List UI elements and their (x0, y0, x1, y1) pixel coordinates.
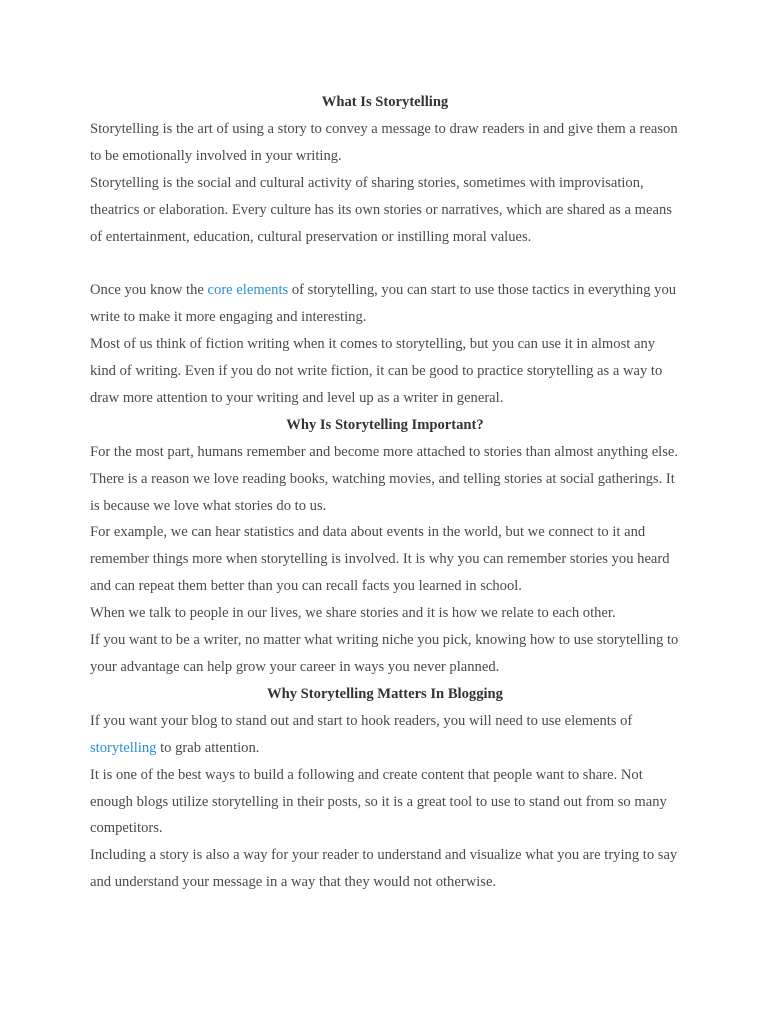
document-page (90, 89, 680, 896)
paragraph (90, 708, 680, 762)
text-run: Once you know the (90, 282, 208, 299)
heading-why-storytelling-important: Why Is Storytelling Important? (286, 416, 484, 433)
paragraph: It is one of the best ways to build a following and create content that people want to share. Not enough blogs utilize storytelling in their posts, so it is a great tool to use to stand out from so many competitors. (90, 766, 667, 837)
storytelling-link[interactable]: storytelling (90, 739, 157, 756)
blank-line (90, 250, 680, 277)
text-run: of storytelling, you can start to use those tactics in everything you write to make it more engaging and interesting. (90, 282, 677, 326)
core-elements-link[interactable]: core elements (207, 282, 289, 299)
paragraph: Storytelling is the social and cultural activity of sharing stories, sometimes with improvisation, theatrics or elaboration. Every culture has its own stories or narratives, which are shared as a means of entertainment, education, cultural preservation or instilling moral values. (90, 174, 672, 245)
heading-what-is-storytelling: What Is Storytelling (321, 94, 449, 110)
text-run: If you want your blog to stand out and start to hook readers, you will need to use elements of (90, 712, 633, 729)
paragraph: Including a story is also a way for your reader to understand and visualize what you are trying to say and understand your message in a way that they would not otherwise. (90, 847, 678, 891)
paragraph: For example, we can hear statistics and data about events in the world, but we connect to it and remember things more when storytelling is involved. It is why you can remember stories you heard and can repeat them better than you can recall facts you learned in school. (90, 524, 670, 595)
paragraph (90, 277, 680, 331)
paragraph: If you want to be a writer, no matter what writing niche you pick, knowing how to use storytelling to your advantage can help grow your career in ways you never planned. (90, 632, 679, 676)
heading-storytelling-blogging: Why Storytelling Matters In Blogging (267, 685, 503, 702)
text-run: to grab attention. (156, 739, 260, 756)
paragraph: Most of us think of fiction writing when it comes to storytelling, but you can use it in almost any kind of writing. Even if you do not write fiction, it can be good to practice storytelling as a way to draw more attention to your writing and level up as a writer in general. (90, 336, 663, 406)
paragraph: For the most part, humans remember and become more attached to stories than almost anything else. There is a reason we love reading books, watching movies, and telling stories at social gatherings. It is because we love what stories do to us. (90, 443, 679, 514)
paragraph: Storytelling is the art of using a story to convey a message to draw readers in and give them a reason to be emotionally involved in your writing. (90, 120, 678, 164)
paragraph: When we talk to people in our lives, we share stories and it is how we relate to each other. (90, 605, 616, 622)
